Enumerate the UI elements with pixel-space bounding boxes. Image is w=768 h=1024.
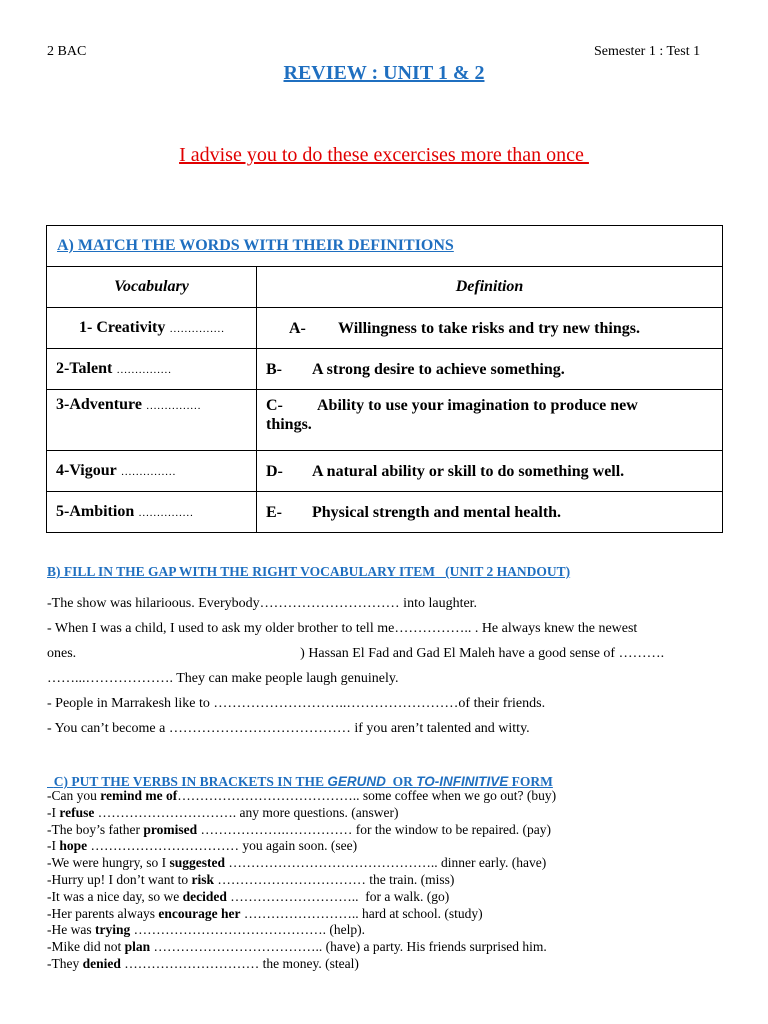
list-item [47,939,556,956]
sentence-start: -Her parents always [47,905,159,921]
sentence-rest: ………………………… the money. (steal) [120,955,359,971]
definition-letter: E- [266,503,282,521]
vocab-cell [47,492,257,533]
definition-text: Ability to use your imagination to produce new [317,397,638,414]
answer-blank[interactable]: …………… [169,323,225,335]
sentence-start: -The boy’s father [47,821,144,837]
matching-table [46,225,723,533]
section-a-heading-cell [47,226,723,267]
definition-cell [257,390,723,451]
definition-text: Physical strength and mental health. [312,503,562,521]
section-b-heading: B) FILL IN THE GAP WITH THE RIGHT VOCABULARY ITEM (UNIT 2 HANDOUT) [47,564,571,579]
gerund-label: GERUND [327,774,386,789]
section-c-heading-text: FORM [508,774,553,789]
sentence-rest: ……………………………………….. dinner early. (have) [225,855,547,871]
sentence-rest: …………………….. hard at school. (study) [240,905,483,921]
table-row [47,349,723,390]
sentence-start: -He was [47,922,95,938]
definition-letter: A- [289,319,306,337]
fill-gap-line: ……...………………. They can make people laugh genuinely. [47,671,399,686]
answer-blank[interactable]: …………… [145,400,201,412]
key-verb: remind me of [100,788,178,803]
vocab-cell [47,349,257,390]
answer-blank[interactable]: …………… [120,466,176,478]
sentence-start: -I [47,804,60,820]
list-item [47,922,556,939]
page-title: REVIEW : UNIT 1 & 2 [283,62,485,84]
sentence-start: -I [47,838,60,854]
list-item [47,788,556,805]
vocab-word: 5-Ambition [56,503,135,520]
sentence-rest: …………………………… you again soon. (see) [87,838,358,854]
definition-letter: B- [266,360,282,378]
section-c-heading-text: OR [385,774,417,789]
section-c-heading [47,758,553,790]
table-row [47,492,723,533]
key-verb: hope [59,838,88,854]
fill-gap-line: - You can’t become a ………………………………… if you aren’t talented and witty. [47,721,530,736]
sentence-rest: …………………………. any more questions. (answer) [94,804,399,820]
sentence-rest: ……………………….. for a walk. (go) [226,888,450,904]
advice-note: I advise you to do these excercises more than once [179,144,589,166]
sentence-start: -They [47,955,83,971]
answer-blank[interactable]: …………… [138,507,194,519]
vocabulary-column-header: Vocabulary [47,267,257,308]
section-a-heading: A) MATCH THE WORDS WITH THEIR DEFINITIONS [57,237,454,254]
key-verb: risk [191,871,214,887]
fill-gap-line: - People in Marrakesh like to ………………………..……………………of their friends. [47,696,546,711]
to-infinitive-label: TO-INFINITIVE [416,774,509,789]
definition-column-header: Definition [257,267,723,308]
list-item [47,872,556,889]
definition-letter: D- [266,462,283,480]
definition-cell [257,492,723,533]
sentence-start: -It was a nice day, so we [47,888,183,904]
list-item [47,822,556,839]
list-item [47,855,556,872]
definition-letter: C- [266,397,283,414]
section-c-heading-text: C) PUT THE VERBS IN BRACKETS IN THE [53,774,328,789]
table-row [47,451,723,492]
table-row [47,308,723,349]
vocab-cell [47,390,257,451]
key-verb: denied [82,955,121,971]
sentence-rest: ……………….…………… for the window to be repaired. (pay) [197,821,552,837]
definition-text: A natural ability or skill to do something well. [312,462,625,480]
vocab-cell [47,308,257,349]
key-verb: plan [124,939,151,955]
vocab-cell [47,451,257,492]
fill-gap-line: - When I was a child, I used to ask my older brother to tell me…………….. . He always knew the newest [47,621,638,636]
fill-gap-line: ones. ) Hassan El Fad and Gad El Maleh have a good sense of ………. [47,646,665,661]
sentence-rest: ………………………………….. some coffee when we go out? (buy) [177,788,557,803]
list-item [47,889,556,906]
key-verb: suggested [169,855,226,871]
key-verb: refuse [59,804,95,820]
sentence-start: -Hurry up! I don’t want to [47,871,192,887]
list-item [47,906,556,923]
sentence-start: -Mike did not [47,939,125,955]
vocab-word: 1- Creativity [79,319,166,336]
sentence-start: -Can you [47,788,101,803]
list-item [47,956,556,973]
definition-cell [257,451,723,492]
definition-cell [257,308,723,349]
sentence-start: -We were hungry, so I [47,855,170,871]
definition-text: Willingness to take risks and try new things. [338,319,640,337]
vocab-word: 3-Adventure [56,396,142,413]
class-label: 2 BAC [47,44,87,59]
answer-blank[interactable]: …………… [116,364,172,376]
fill-gap-line: -The show was hilarioous. Everybody………………………… into laughter. [47,596,478,611]
sentence-rest: ……………………………………. (help). [130,922,365,938]
table-row [47,390,723,451]
sentence-rest: …………………………… the train. (miss) [214,871,455,887]
key-verb: trying [94,922,131,938]
key-verb: encourage her [158,905,241,921]
list-item [47,838,556,855]
key-verb: decided [182,888,227,904]
vocab-word: 2-Talent [56,360,113,377]
list-item [47,805,556,822]
definition-text-continued: things. [266,416,312,433]
verb-exercise-list [47,788,556,973]
vocab-word: 4-Vigour [56,462,117,479]
semester-label: Semester 1 : Test 1 [594,44,701,59]
definition-cell [257,349,723,390]
key-verb: promised [143,821,198,837]
definition-text: A strong desire to achieve something. [312,360,565,378]
sentence-rest: ……………………………….. (have) a party. His friends surprised him. [150,939,547,955]
